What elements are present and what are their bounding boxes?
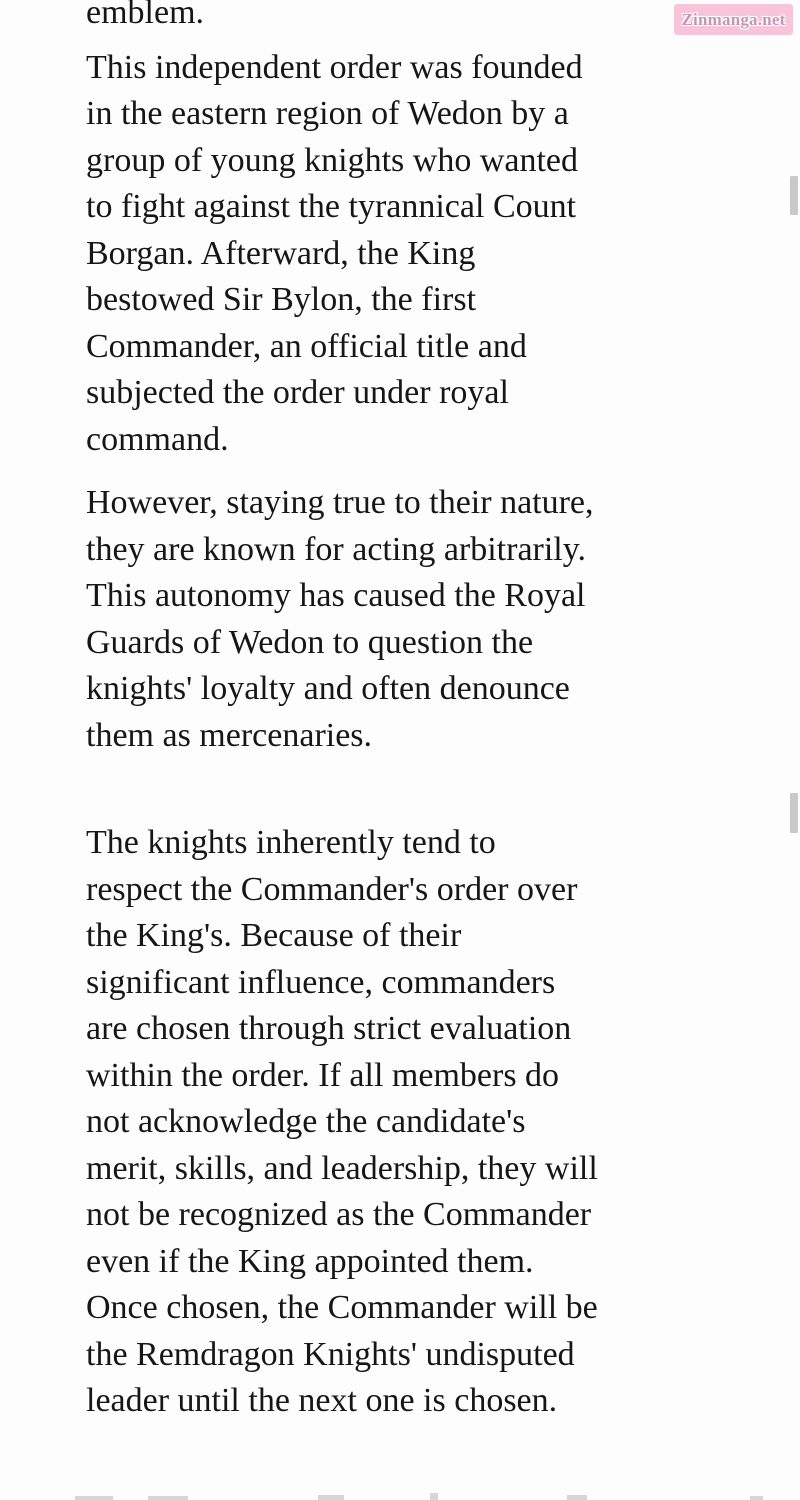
scrollbar-fragment-top xyxy=(790,176,798,215)
text-line: to fight against the tyrannical Count xyxy=(86,188,577,225)
text-line: even if the King appointed them. xyxy=(86,1242,534,1280)
text-line: Once chosen, the Commander will be xyxy=(86,1289,598,1326)
text-line: The knights inherently tend to xyxy=(86,824,496,861)
paragraph xyxy=(86,45,786,464)
text-line: the King's. Because of their xyxy=(86,917,462,954)
text-line: them as mercenaries. xyxy=(86,716,373,754)
text-line: However, staying true to their nature, xyxy=(86,484,594,521)
paragraph xyxy=(86,820,786,1425)
text-line: the Remdragon Knights' undisputed xyxy=(86,1335,575,1373)
text-line: This autonomy has caused the Royal xyxy=(86,577,586,614)
site-watermark-badge[interactable] xyxy=(674,4,793,35)
text-line: command. xyxy=(86,420,229,458)
text-line: within the order. If all members do xyxy=(86,1056,560,1094)
text-line: not acknowledge the candidate's xyxy=(86,1103,526,1140)
cutoff-text-remnant xyxy=(567,1495,587,1500)
text-line: subjected the order under royal xyxy=(86,374,509,411)
cutoff-text-remnant xyxy=(750,1496,763,1500)
text-line: merit, skills, and leadership, they will xyxy=(86,1149,598,1187)
text-line: leader until the next one is chosen. xyxy=(86,1382,558,1419)
text-line: are chosen through strict evaluation xyxy=(86,1010,572,1047)
text-line: Guards of Wedon to question the xyxy=(86,623,534,661)
text-line: Commander, an official title and xyxy=(86,327,527,365)
paragraph xyxy=(86,480,786,759)
cutoff-text-remnant xyxy=(430,1493,438,1500)
article-text xyxy=(86,0,786,1425)
text-line: knights' loyalty and often denounce xyxy=(86,670,570,707)
text-line: not be recognized as the Commander xyxy=(86,1196,592,1233)
scrollbar-fragment-bottom xyxy=(790,793,798,833)
text-line: respect the Commander's order over xyxy=(86,870,578,908)
text-line: they are known for acting arbitrarily. xyxy=(86,530,587,568)
text-line: in the eastern region of Wedon by a xyxy=(86,95,569,132)
text-line: This independent order was founded xyxy=(86,48,583,86)
text-line: significant influence, commanders xyxy=(86,963,556,1001)
cutoff-text-remnant xyxy=(148,1496,188,1500)
cutoff-text-remnant xyxy=(75,1496,113,1500)
text-line: bestowed Sir Bylon, the first xyxy=(86,281,477,318)
cutoff-text-remnant xyxy=(318,1495,344,1500)
site-watermark-label: Zinmanga.net xyxy=(681,9,786,29)
text-line: emblem. xyxy=(86,0,205,31)
text-line: Borgan. Afterward, the King xyxy=(86,234,476,272)
text-line: group of young knights who wanted xyxy=(86,141,579,179)
